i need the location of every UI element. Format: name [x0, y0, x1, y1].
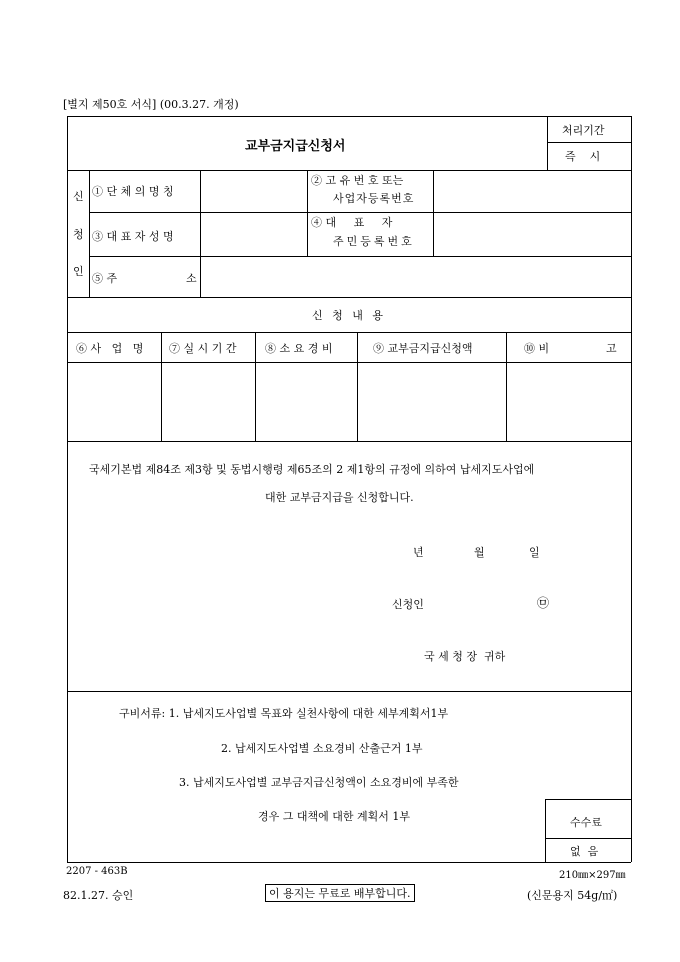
applicant-side-label-1: 신 — [73, 190, 84, 203]
rule — [161, 332, 162, 441]
rule — [67, 116, 68, 862]
form-title: 교부금지급신청서 — [245, 139, 346, 154]
form-code: 2207 - 463B — [66, 866, 128, 877]
free-distribution-notice: 이 용지는 무료로 배부합니다. — [265, 884, 415, 902]
rule — [255, 332, 256, 441]
attachment-line-1: 구비서류: 1. 납세지도사업별 목표와 실천사항에 대한 세부계획서1부 — [119, 707, 449, 720]
field-address-label-2: 소 — [186, 272, 197, 285]
processing-period-label: 처리기간 — [562, 124, 605, 137]
date-year: 년 — [413, 546, 424, 559]
field-org-name-label: ① 단 체 의 명 칭 — [92, 185, 174, 198]
col-period: ⑦ 실 시 기 간 — [169, 342, 237, 355]
rule — [545, 838, 631, 839]
rule — [547, 142, 631, 143]
date-day: 일 — [529, 546, 540, 559]
rule — [545, 799, 546, 862]
field-resident-number-label-1: ④ 대 표 자 — [311, 216, 393, 229]
rule — [307, 170, 308, 256]
rule — [89, 212, 631, 213]
rule — [433, 170, 434, 256]
date-month: 월 — [474, 546, 485, 559]
rule — [506, 332, 507, 441]
rule — [67, 362, 631, 363]
statement-line-2: 대한 교부금지급을 신청합니다. — [265, 491, 414, 504]
fee-label: 수수료 — [570, 816, 602, 829]
col-expense: ⑧ 소 요 경 비 — [265, 342, 333, 355]
paper-size: 210㎜×297㎜ — [559, 870, 626, 881]
processing-period-value: 즉 시 — [565, 150, 601, 163]
field-address-label: ⑤ 주 — [92, 272, 118, 285]
attachment-line-4: 경우 그 대책에 대한 계획서 1부 — [258, 810, 410, 823]
attachment-line-2: 2. 납세지도사업별 소요경비 산출근거 1부 — [221, 742, 423, 755]
rule — [67, 170, 631, 171]
rule — [67, 332, 631, 333]
approval-date: 82.1.27. 승인 — [63, 889, 134, 902]
field-representative-label: ③ 대 표 자 성 명 — [92, 230, 174, 243]
applicant-side-label-3: 인 — [73, 265, 84, 278]
fee-value: 없 음 — [570, 845, 599, 858]
rule — [547, 116, 548, 170]
col-project-name: ⑥ 사 업 명 — [76, 342, 144, 355]
applicant-side-label-2: 청 — [73, 228, 84, 241]
col-grant-amount: ⑨ 교부금지급신청액 — [373, 342, 473, 355]
paper-type: (신문용지 54g/㎡) — [527, 889, 618, 902]
form-number: [별지 제50호 서식] (00.3.27. 개정) — [63, 98, 239, 111]
attachment-line-3: 3. 납세지도사업별 교부금지급신청액이 소요경비에 부족한 — [179, 776, 459, 789]
rule — [67, 441, 631, 442]
rule — [67, 691, 631, 692]
rule — [545, 799, 631, 800]
field-resident-number-label-2: 주민등록번호 — [333, 235, 415, 248]
rule — [200, 170, 201, 297]
seal-mark: ㉤ — [537, 596, 550, 610]
col-remarks: ⑩ 비 — [524, 342, 550, 355]
field-id-number-label-2: 사업자등록번호 — [333, 192, 415, 205]
rule — [89, 256, 631, 257]
applicant-sign-label: 신청인 — [392, 598, 424, 611]
statement-line-1: 국세기본법 제84조 제3항 및 동법시행령 제65조의 2 제1항의 규정에 의하여 납세지도사업에 — [89, 463, 535, 476]
rule — [89, 170, 90, 297]
rule — [67, 862, 631, 863]
rule — [631, 116, 632, 862]
content-section-title: 신 청 내 용 — [312, 309, 386, 322]
rule — [67, 297, 631, 298]
addressee: 국 세 청 장 귀하 — [424, 650, 506, 663]
col-remarks-2: 고 — [606, 342, 617, 355]
rule — [357, 332, 358, 441]
field-id-number-label-1: ② 고 유 번 호 또는 — [311, 174, 404, 187]
